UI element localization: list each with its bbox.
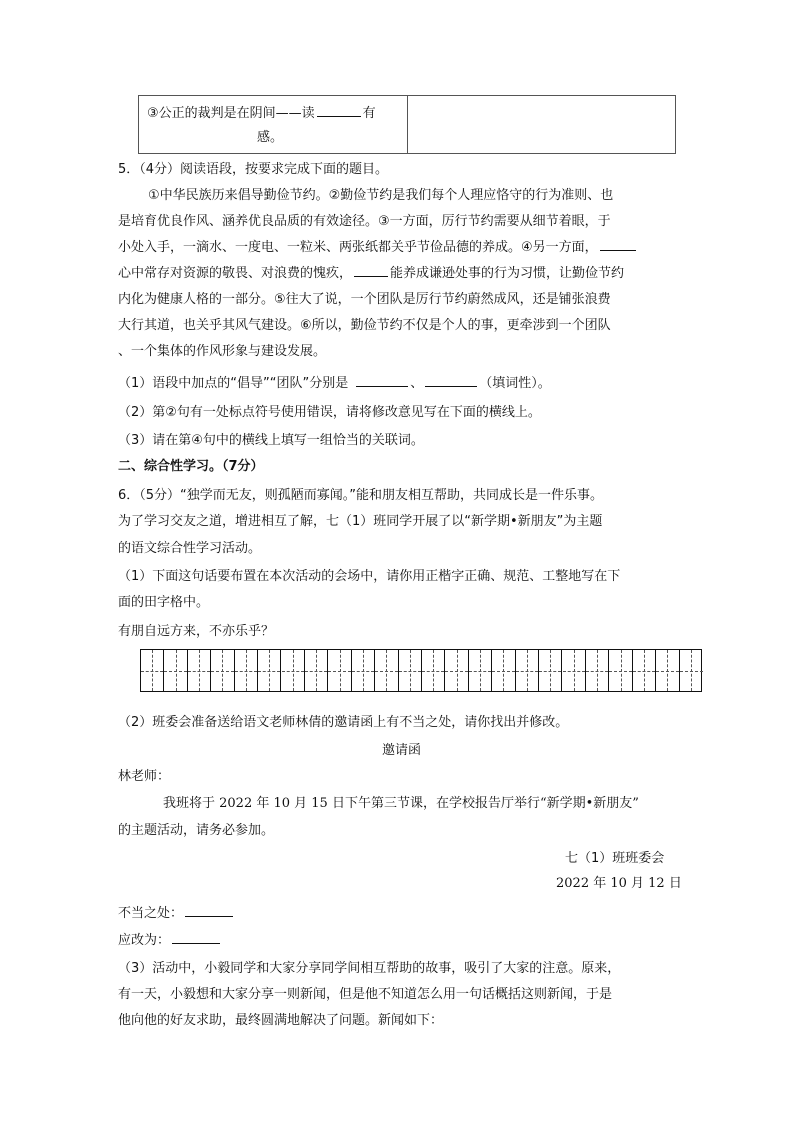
grid-cell[interactable] (399, 650, 422, 691)
q5-blank-2[interactable] (354, 263, 388, 277)
grid-guide (550, 650, 551, 691)
grid-cell[interactable] (422, 650, 445, 691)
q5-sub1 (118, 372, 551, 391)
grid-guide (152, 650, 153, 691)
q6-sub2: （2）班委会准备送给语文老师林倩的邀请函上有不当之处，请你找出并修改。 (118, 715, 569, 730)
q6-sub1-line: （1）下面这句话要布置在本次活动的会场中，请你用正楷字正确、规范、工整地写在下 (118, 569, 621, 584)
q5-sub1-blank-b[interactable] (425, 373, 477, 387)
grid-guide (176, 650, 177, 691)
grid-guide (410, 650, 411, 691)
grid-cell[interactable] (469, 650, 492, 691)
table-left-text-end: 有 (362, 106, 376, 121)
q5-p4b-text: 能养成谦逊处事的行为习惯，让勤俭节约 (390, 266, 625, 281)
table-left-text: ③公正的裁判是在阴间——读 (147, 106, 315, 121)
grid-cell[interactable] (375, 650, 398, 691)
q5-p4a-text: 心中常存对资源的敬畏、对浪费的愧疚， (118, 266, 353, 281)
q6-sub3-line: （3）活动中，小毅同学和大家分享同学间相互帮助的故事，吸引了大家的注意。原来， (118, 961, 621, 976)
grid-guide (621, 650, 622, 691)
table-left-line1 (147, 102, 376, 121)
grid-cell[interactable] (680, 650, 703, 691)
invitation-title: 邀请函 (382, 743, 422, 758)
grid-cell[interactable] (328, 650, 351, 691)
grid-cell[interactable] (609, 650, 632, 691)
grid-guide (293, 650, 294, 691)
improper-label: 不当之处： (118, 906, 184, 921)
grid-cell[interactable] (492, 650, 515, 691)
grid-cell[interactable] (445, 650, 468, 691)
invitation-body: 我班将于 2022 年 10 月 15 日下午第三节课，在学校报告厅举行“新学期•新朋友” (163, 796, 639, 811)
table-blank[interactable] (317, 103, 361, 117)
grid-guide (246, 650, 247, 691)
grid-guide (574, 650, 575, 691)
grid-cell[interactable] (305, 650, 328, 691)
fix-label: 应改为： (118, 933, 171, 948)
invitation-date: 2022 年 10 月 12 日 (556, 876, 682, 891)
q5-header: 5．（4分）阅读语段，按要求完成下面的题目。 (118, 162, 389, 177)
grid-guide (433, 650, 434, 691)
invitation-salutation: 林老师： (118, 769, 171, 784)
q5-paragraph-line: 内化为健康人格的一部分。⑤往大了说，一个团队是厉行节约蔚然成风，还是铺张浪费 (118, 292, 611, 307)
grid-guide (691, 650, 692, 691)
grid-cell[interactable] (211, 650, 234, 691)
q6-intro-line: 为了学习交友之道，增进相互了解，七（1）班同学开展了以“新学期•新朋友”为主题 (118, 514, 603, 529)
q5-paragraph-line (118, 262, 624, 281)
grid-cell[interactable] (141, 650, 164, 691)
q5-p3-text: 小处入手，一滴水、一度电、一粒米、两张纸都关乎节俭品德的养成。④另一方面， (118, 240, 598, 255)
q6-intro-line: 6．（5分）“独学而无友，则孤陋而寡闻。”能和朋友相互帮助，共同成长是一件乐事。 (118, 488, 604, 503)
q6-sub1-line: 面的田字格中。 (118, 595, 210, 610)
grid-guide (644, 650, 645, 691)
q5-paragraph-line: 是培育优良作风、涵养优良品质的有效途径。③一方面，厉行节约需要从细节着眼，于 (118, 214, 611, 229)
grid-guide (480, 650, 481, 691)
grid-guide (597, 650, 598, 691)
q6-sub3-line: 他向他的好友求助，最终圆满地解决了问题。新闻如下： (118, 1013, 444, 1028)
grid-cell[interactable] (352, 650, 375, 691)
q6-sentence: 有朋自远方来，不亦乐乎？ (118, 624, 275, 639)
grid-cell[interactable] (258, 650, 281, 691)
grid-guide (386, 650, 387, 691)
section-heading: 二、综合性学习。（7分） (118, 459, 264, 474)
grid-cell[interactable] (516, 650, 539, 691)
grid-cell[interactable] (282, 650, 305, 691)
q5-sub1-blank-a[interactable] (356, 373, 408, 387)
q5-paragraph-line: 、一个集体的作风形象与建设发展。 (118, 344, 327, 359)
q6-intro-line: 的语文综合性学习活动。 (118, 541, 262, 556)
answer-table (138, 95, 676, 154)
q5-paragraph-line (118, 236, 638, 255)
q5-blank-1[interactable] (600, 237, 636, 251)
q5-paragraph-line: 大行其道，也关乎其风气建设。⑥所以，勤俭节约不仅是个人的事，更牵涉到一个团队 (118, 318, 611, 333)
grid-guide (527, 650, 528, 691)
grid-guide (269, 650, 270, 691)
improper-row (118, 902, 235, 921)
q5-sub2: （2）第②句有一处标点符号使用错误，请将修改意见写在下面的横线上。 (118, 405, 541, 420)
grid-cell[interactable] (563, 650, 586, 691)
grid-guide (199, 650, 200, 691)
grid-guide (457, 650, 458, 691)
tianzige-grid[interactable] (140, 649, 702, 692)
q6-sub3-line: 有一天，小毅想和大家分享一则新闻，但是他不知道怎么用一句话概括这则新闻，于是 (118, 987, 613, 1002)
grid-guide (340, 650, 341, 691)
grid-guide (667, 650, 668, 691)
table-divider (407, 96, 408, 153)
q5-sub1-end: （填词性）。 (479, 376, 551, 391)
grid-cell[interactable] (656, 650, 679, 691)
grid-cell[interactable] (586, 650, 609, 691)
grid-cell[interactable] (633, 650, 656, 691)
grid-guide (363, 650, 364, 691)
q5-sub3: （3）请在第④句中的横线上填写一组恰当的关联词。 (118, 433, 424, 448)
grid-cell[interactable] (164, 650, 187, 691)
invitation-signature: 七（1）班班委会 (565, 851, 665, 866)
q5-paragraph-line: ①中华民族历来倡导勤俭节约。②勤俭节约是我们每个人理应恪守的行为准则、也 (148, 188, 614, 203)
grid-cell[interactable] (188, 650, 211, 691)
grid-guide (316, 650, 317, 691)
q5-sub1-text: （1）语段中加点的“倡导”“团队”分别是 (118, 376, 349, 391)
invitation-body: 的主题活动，请务必参加。 (118, 823, 275, 838)
improper-blank[interactable] (185, 903, 233, 917)
grid-guide (503, 650, 504, 691)
grid-cell[interactable] (235, 650, 258, 691)
table-left-line2: 感。 (257, 130, 284, 145)
grid-guide (222, 650, 223, 691)
q5-sub1-sep: 、 (410, 376, 424, 391)
fix-blank[interactable] (172, 930, 220, 944)
grid-cell[interactable] (539, 650, 562, 691)
fix-row (118, 929, 222, 948)
